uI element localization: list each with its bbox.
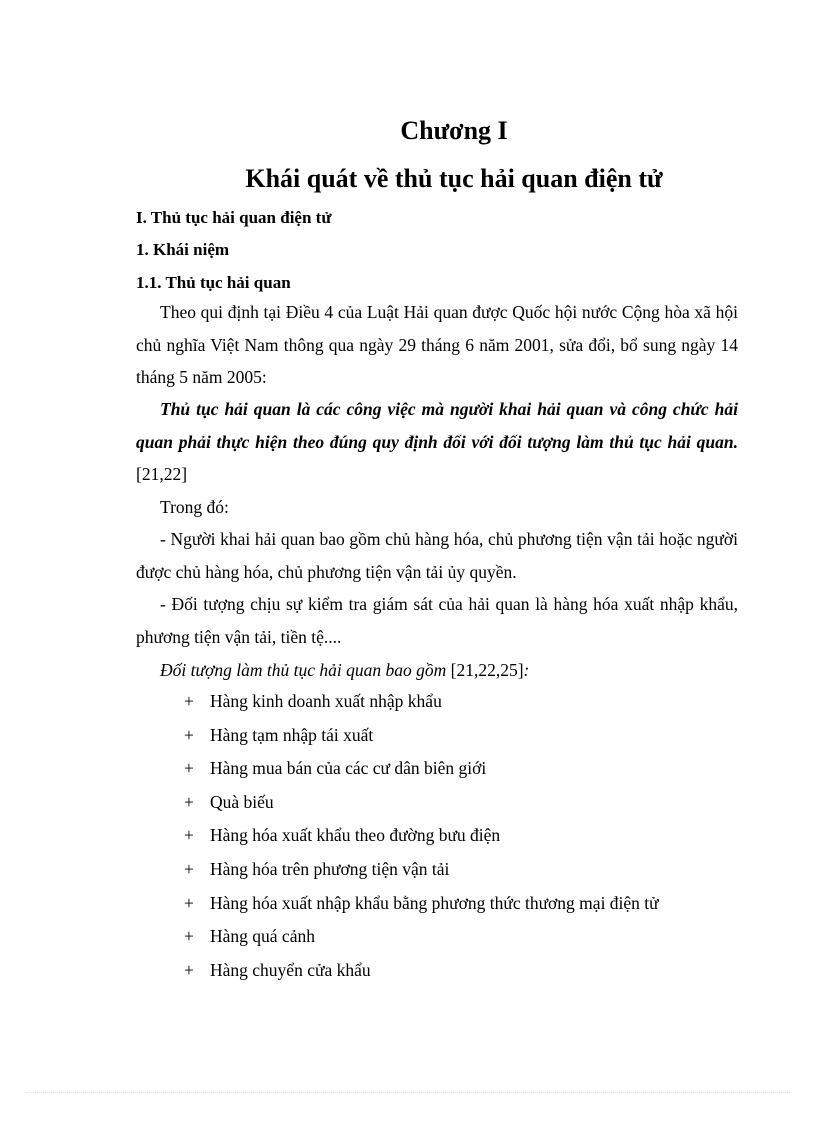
chapter-number: Chương I xyxy=(400,116,508,145)
list-item-text: Hàng chuyển cửa khẩu xyxy=(210,959,371,980)
intro-paragraph: Theo qui định tại Điều 4 của Luật Hải quan được Quốc hội nước Cộng hòa xã hội chủ nghĩa Việt Nam thông qua ngày 29 tháng 6 năm 2001, sửa đổi, bổ sung ngày 14 tháng 5 năm 2005: xyxy=(136,302,738,387)
list-item xyxy=(184,892,659,926)
bullet-plus: + xyxy=(184,892,194,913)
definition-paragraph xyxy=(136,393,738,491)
bullet-plus: + xyxy=(184,758,194,779)
sub-subsection-heading: 1.1. Thủ tục hải quan xyxy=(136,273,291,292)
list-item-text: Hàng hóa trên phương tiện vận tải xyxy=(210,858,450,879)
list-intro-reference: [21,22,25] xyxy=(450,660,524,680)
trong-do-label: Trong đó: xyxy=(160,497,229,517)
list-item xyxy=(184,757,659,791)
list-item-text: Hàng tạm nhập tái xuất xyxy=(210,724,374,745)
bullet-plus: + xyxy=(184,724,194,745)
list-item xyxy=(184,690,659,724)
bullet-plus: + xyxy=(184,791,194,812)
subsection-heading: 1. Khái niệm xyxy=(136,240,230,259)
list-item-text: Hàng quá cảnh xyxy=(210,926,315,947)
list-item xyxy=(184,959,659,993)
chapter-title: Khái quát về thủ tục hải quan điện tử xyxy=(245,164,663,193)
list-item-text: Hàng hóa xuất khẩu theo đường bưu điện xyxy=(210,825,501,846)
list-item xyxy=(184,824,659,858)
section-heading: I. Thủ tục hải quan điện tử xyxy=(136,208,332,227)
definition-text: Thủ tục hải quan là các công việc mà người khai hải quan và công chức hải quan phải thực hiện theo đúng quy định đối với đối tượng làm thủ tục hải quan. xyxy=(136,399,738,452)
list-item xyxy=(184,724,659,758)
bullet-plus: + xyxy=(184,926,194,947)
bullet-plus: + xyxy=(184,858,194,879)
subject-paragraph: - Đối tượng chịu sự kiểm tra giám sát của hải quan là hàng hóa xuất nhập khẩu, phương tiện vận tải, tiền tệ.... xyxy=(136,594,738,647)
list-item-text: Hàng hóa xuất nhập khẩu bằng phương thức thương mại điện tử xyxy=(210,892,659,913)
list-item xyxy=(184,925,659,959)
bullet-plus: + xyxy=(184,825,194,846)
page-bottom-divider xyxy=(26,1092,790,1093)
list-intro xyxy=(160,659,529,681)
list-item-text: Quà biếu xyxy=(210,791,274,812)
list-item-text: Hàng mua bán của các cư dân biên giới xyxy=(210,758,487,779)
declarant-paragraph: - Người khai hải quan bao gồm chủ hàng hóa, chủ phương tiện vận tải hoặc người được chủ hàng hóa, chủ phương tiện vận tải ủy quyền. xyxy=(136,529,738,582)
list-item xyxy=(184,858,659,892)
list-intro-colon: : xyxy=(523,660,530,680)
list-intro-text: Đối tượng làm thủ tục hải quan bao gồm xyxy=(160,660,447,680)
definition-reference: [21,22] xyxy=(136,464,188,484)
subject-list xyxy=(184,690,659,992)
bullet-plus: + xyxy=(184,691,194,711)
list-item-text: Hàng kinh doanh xuất nhập khẩu xyxy=(210,691,442,711)
bullet-plus: + xyxy=(184,959,194,980)
list-item xyxy=(184,791,659,825)
